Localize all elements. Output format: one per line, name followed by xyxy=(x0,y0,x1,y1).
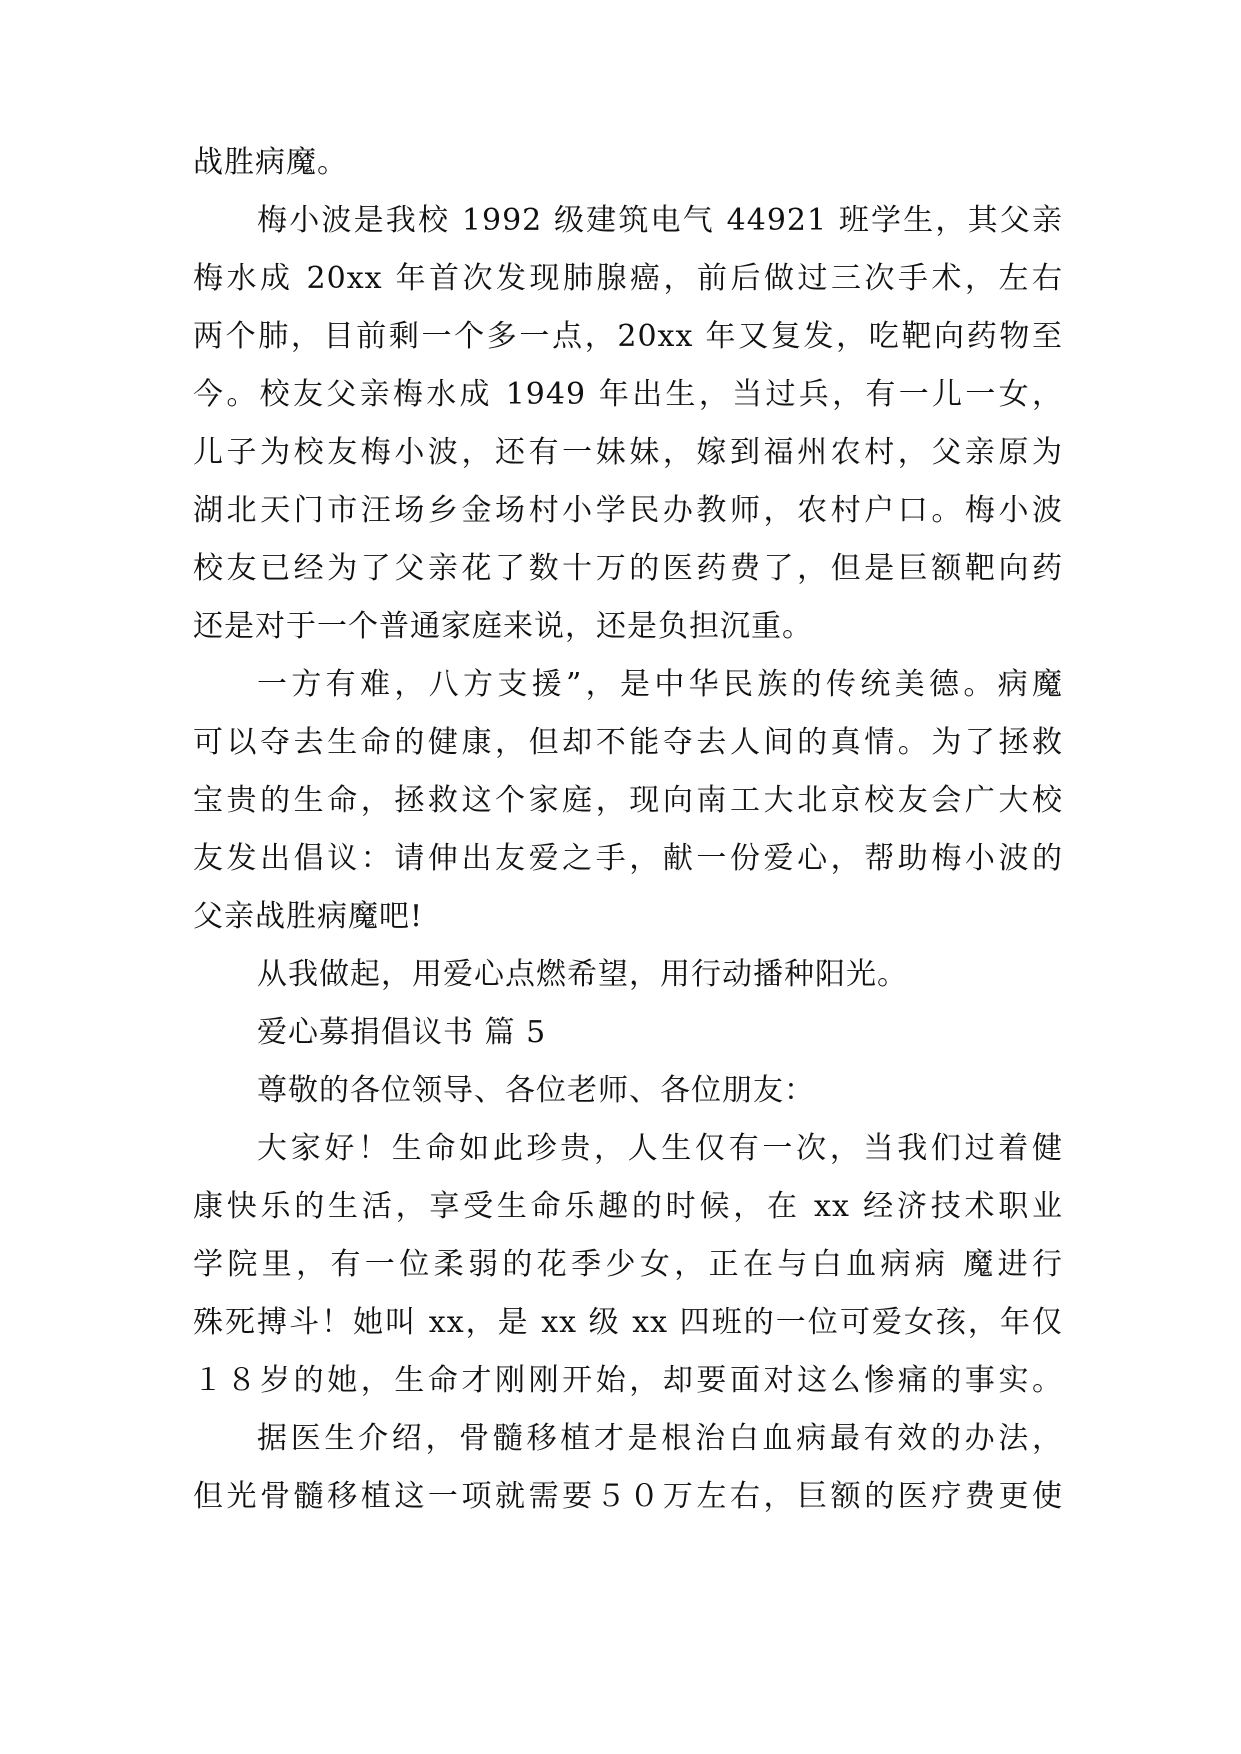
text-line: 校友已经为了父亲花了数十万的医药费了，但是巨额靶向药 xyxy=(193,551,1063,586)
text-line: 一方有难，八方支援”，是中华民族的传统美德。病魔 xyxy=(257,667,1063,702)
text-line: 今。校友父亲梅水成 1949 年出生，当过兵，有一儿一女， xyxy=(193,377,1063,412)
text-line: 两个肺，目前剩一个多一点，20xx 年又复发，吃靶向药物至 xyxy=(193,319,1063,354)
text-line: 还是对于一个普通家庭来说，还是负担沉重。 xyxy=(193,609,813,644)
text-line: 从我做起，用爱心点燃希望，用行动播种阳光。 xyxy=(257,957,908,992)
text-line: 但光骨髓移植这一项就需要５０万左右，巨额的医疗费更使 xyxy=(193,1479,1063,1514)
text-line: 友发出倡议：请伸出友爱之手，献一份爱心，帮助梅小波的 xyxy=(193,841,1063,876)
text-line: 可以夺去生命的健康，但却不能夺去人间的真情。为了拯救 xyxy=(193,725,1063,760)
text-line: 梅小波是我校 1992 级建筑电气 44921 班学生，其父亲 xyxy=(257,203,1063,238)
section-heading: 爱心募捐倡议书 篇 5 xyxy=(257,1015,547,1050)
text-line: 梅水成 20xx 年首次发现肺腺癌，前后做过三次手术，左右 xyxy=(193,261,1063,296)
text-line: 儿子为校友梅小波，还有一妹妹，嫁到福州农村，父亲原为 xyxy=(193,435,1063,470)
text-line: 战胜病魔。 xyxy=(193,145,348,180)
text-line: 宝贵的生命，拯救这个家庭，现向南工大北京校友会广大校 xyxy=(193,783,1063,818)
text-line: 父亲战胜病魔吧! xyxy=(193,899,424,934)
text-line: 据医生介绍，骨髓移植才是根治白血病最有效的办法， xyxy=(257,1421,1063,1456)
text-line: 殊死搏斗！她叫 xx，是 xx 级 xx 四班的一位可爱女孩，年仅 xyxy=(193,1305,1063,1340)
salutation: 尊敬的各位领导、各位老师、各位朋友： xyxy=(257,1073,815,1108)
text-line: 大家好！生命如此珍贵，人生仅有一次，当我们过着健 xyxy=(257,1131,1063,1166)
text-line: 湖北天门市汪场乡金场村小学民办教师，农村户口。梅小波 xyxy=(193,493,1063,528)
text-line: 康快乐的生活，享受生命乐趣的时候，在 xx 经济技术职业 xyxy=(193,1189,1063,1224)
text-line: １８岁的她，生命才刚刚开始，却要面对这么惨痛的事实。 xyxy=(193,1363,1063,1398)
text-line: 学院里，有一位柔弱的花季少女，正在与白血病病 魔进行 xyxy=(193,1247,1063,1282)
